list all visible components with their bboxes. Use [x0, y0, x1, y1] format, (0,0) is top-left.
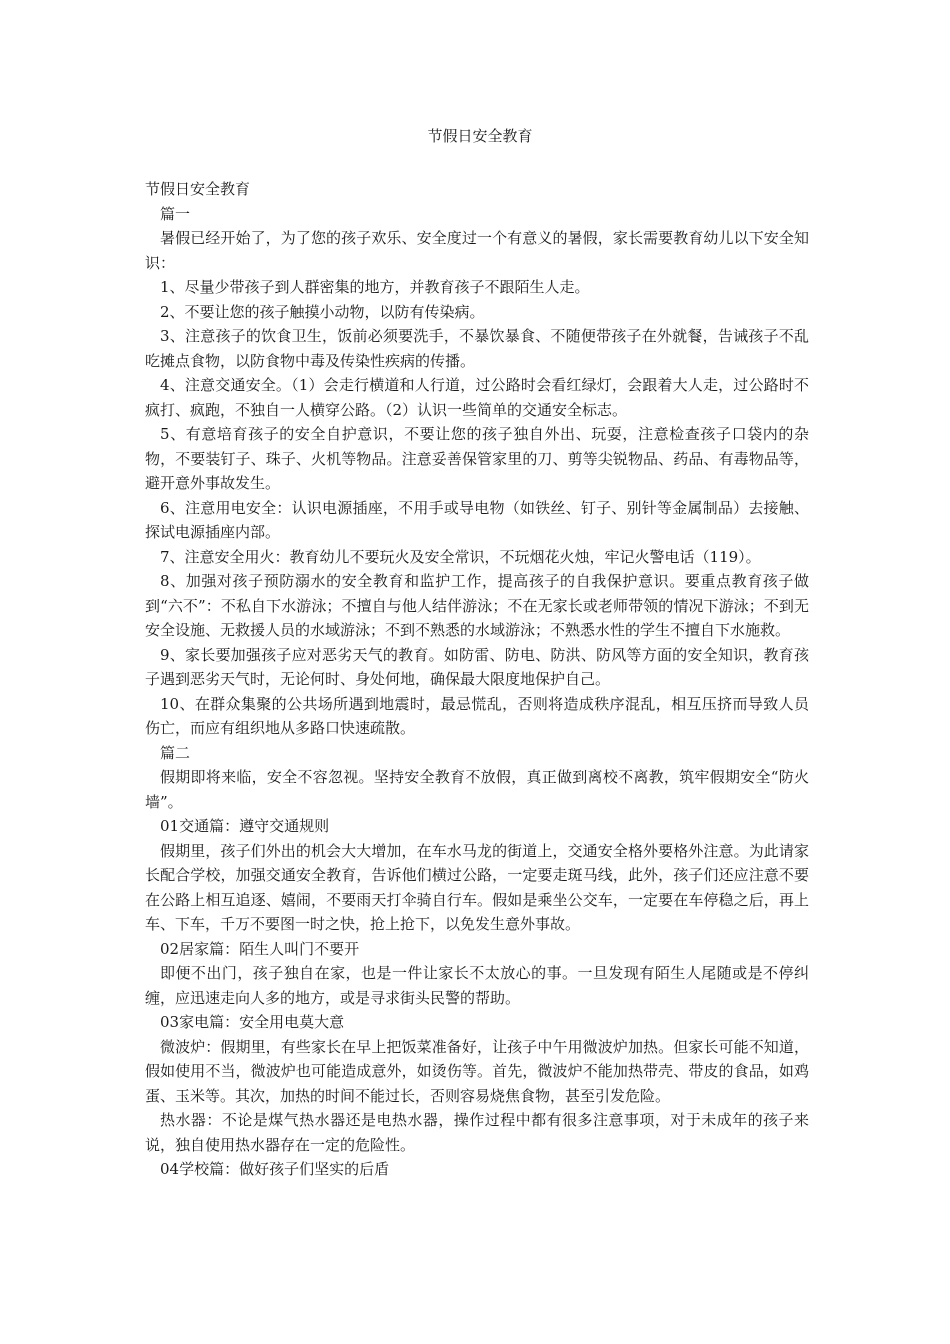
subheading-part-two: 篇二 [160, 743, 191, 762]
subheading-part-one: 篇一 [160, 204, 191, 223]
list-item: 2、不要让您的孩子触摸小动物，以防有传染病。 [160, 302, 485, 321]
list-item: 4、注意交通安全。（1）会走行横道和人行道，过公路时会看红绿灯，会跟着大人走，过公路时不疯打、疯跑，不独自一人横穿公路。（2）认识一些简单的交通安全标志。 [145, 376, 809, 419]
document-body [145, 177, 809, 1182]
list-item: 6、注意用电安全：认识电源插座，不用手或导电物（如铁丝、钉子、别针等金属制品）去接触、探试电源插座内部。 [145, 498, 809, 541]
paragraph: 假期里，孩子们外出的机会大大增加，在车水马龙的街道上，交通安全格外要格外注意。为此请家长配合学校，加强交通安全教育，告诉他们横过公路，一定要走斑马线，此外，孩子们还应注意不要在公路上相互追逐、嬉闹，不要雨天打伞骑自行车。假如是乘坐公交车，一定要在车停稳之后，再上车、下车，千万不要图一时之快，抢上抢下，以免发生意外事故。 [145, 841, 809, 933]
topic-heading-home: 02居家篇：陌生人叫门不要开 [160, 939, 360, 958]
topic-heading-school: 04学校篇：做好孩子们坚实的后盾 [160, 1160, 390, 1178]
paragraph: 即便不出门，孩子独自在家，也是一件让家长不太放心的事。一旦发现有陌生人尾随或是不停纠缠，应迅速走向人多的地方，或是寻求街头民警的帮助。 [145, 964, 809, 1007]
paragraph: 热水器：不论是煤气热水器还是电热水器，操作过程中都有很多注意事项，对于未成年的孩子来说，独自使用热水器存在一定的危险性。 [145, 1111, 809, 1154]
document-title: 节假日安全教育 [427, 127, 533, 145]
paragraph: 暑假已经开始了，为了您的孩子欢乐、安全度过一个有意义的暑假，家长需要教育幼儿以下安全知识： [145, 229, 809, 272]
list-item: 3、注意孩子的饮食卫生，饭前必须要洗手，不暴饮暴食、不随便带孩子在外就餐，告诫孩子不乱吃摊点食物，以防食物中毒及传染性疾病的传播。 [145, 327, 809, 370]
section-heading: 节假日安全教育 [145, 180, 251, 198]
topic-heading-appliances: 03家电篇：安全用电莫大意 [160, 1013, 345, 1031]
list-item: 5、有意培育孩子的安全自护意识，不要让您的孩子独自外出、玩耍，注意检查孩子口袋内的杂物，不要装钉子、珠子、火机等物品。注意妥善保管家里的刀、剪等尖锐物品、药品、有毒物品等，避开意外事故发生。 [145, 425, 809, 492]
list-item: 8、加强对孩子预防溺水的安全教育和监护工作，提高孩子的自我保护意识。要重点教育孩子做到“六不”：不私自下水游泳；不擅自与他人结伴游泳；不在无家长或老师带领的情况下游泳；不到无安全设施、无救援人员的水域游泳；不到不熟悉的水域游泳；不熟悉水性的学生不擅自下水施救。 [145, 572, 809, 639]
paragraph: 假期即将来临，安全不容忽视。坚持安全教育不放假，真正做到离校不离教，筑牢假期安全“防火墙”。 [145, 768, 809, 811]
list-item: 9、家长要加强孩子应对恶劣天气的教育。如防雷、防电、防洪、防风等方面的安全知识，教育孩子遇到恶劣天气时，无论何时、身处何地，确保最大限度地保护自己。 [145, 645, 809, 688]
paragraph: 微波炉：假期里，有些家长在早上把饭菜准备好，让孩子中午用微波炉加热。但家长可能不知道，假如使用不当，微波炉也可能造成意外，如烫伤等。首先，微波炉不能加热带壳、带皮的食品，如鸡蛋、玉米等。其次，加热的时间不能过长，否则容易烧焦食物，甚至引发危险。 [145, 1037, 809, 1105]
list-item: 1、尽量少带孩子到人群密集的地方，并教育孩子不跟陌生人走。 [160, 278, 590, 296]
list-item: 10、在群众集聚的公共场所遇到地震时，最忌慌乱，否则将造成秩序混乱，相互压挤而导致人员伤亡，而应有组织地从多路口快速疏散。 [145, 694, 809, 737]
list-item: 7、注意安全用火：教育幼儿不要玩火及安全常识，不玩烟花火烛，牢记火警电话（119）。 [160, 547, 761, 566]
topic-heading-traffic: 01交通篇：遵守交通规则 [160, 817, 330, 835]
document-page [145, 124, 809, 1182]
